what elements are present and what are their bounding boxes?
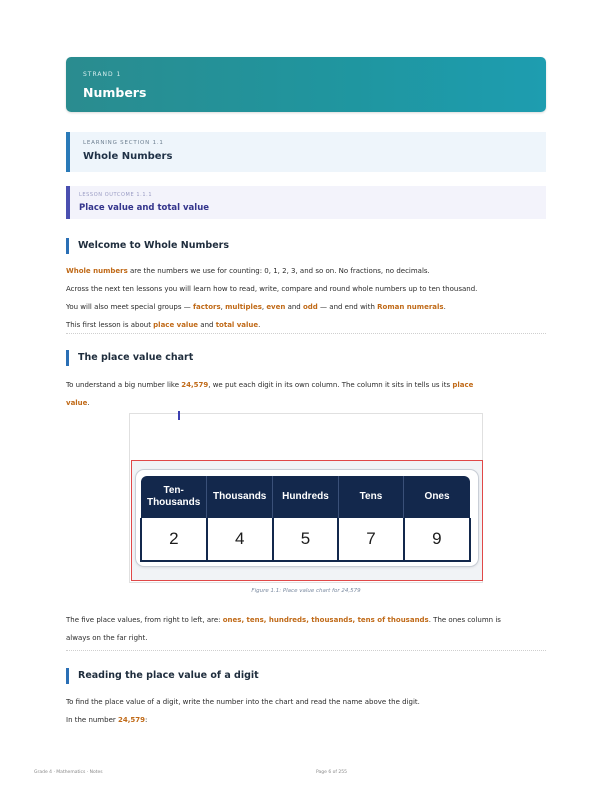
and-word: and (285, 303, 303, 311)
place-value-header-row (141, 476, 470, 518)
sep-2: , (261, 303, 267, 311)
chart-intro-b: , we put each digit in its own column. The column it sits in tells us its (208, 381, 453, 389)
header-thousands: Thousands (207, 476, 273, 518)
learning-section-box (66, 132, 546, 172)
term-value: value (66, 399, 88, 407)
place-value-table (140, 476, 471, 562)
lesson-outcome-kicker: LESSON OUTCOME 1.1.1 (79, 192, 153, 198)
header-ten-thousands: Ten- Thousands (141, 476, 207, 518)
reading-paragraph (66, 693, 546, 729)
welcome-heading: Welcome to Whole Numbers (66, 238, 229, 254)
digit-tens: 7 (338, 518, 403, 561)
term-place-value: place value (153, 321, 199, 329)
chart-intro-a: To understand a big number like (66, 381, 182, 389)
and-word-2: and (198, 321, 216, 329)
sep-1: , (220, 303, 226, 311)
term-roman-numerals: Roman numerals (377, 303, 444, 311)
reading-line-2-end: : (145, 716, 148, 724)
welcome-paragraph (66, 262, 546, 334)
reading-heading: Reading the place value of a digit (66, 668, 259, 684)
term-even: even (266, 303, 286, 311)
chart-intro-end: . (87, 399, 90, 407)
number-24579: 24,579 (181, 381, 209, 389)
place-values-a: The five place values, from right to left, are: (66, 616, 223, 624)
digit-hundreds: 5 (273, 518, 339, 561)
reading-line-2-a: In the number (66, 716, 118, 724)
strand-banner (66, 57, 546, 112)
welcome-line-3-end: . (443, 303, 446, 311)
place-values-b: . The ones column is (428, 616, 501, 624)
digit-ten-thousands: 2 (141, 518, 207, 561)
welcome-line-3 (66, 298, 546, 316)
welcome-line-2: Across the next ten lessons you will learn how to read, write, compare and round whole numbers up to ten thousand. (66, 285, 478, 293)
welcome-line-3-b: — and end with (317, 303, 378, 311)
cursor-mark (178, 411, 180, 420)
footer-left: Grade 4 · Mathematics · Notes (34, 770, 103, 775)
strand-title: Numbers (83, 85, 147, 100)
welcome-line-1 (66, 262, 546, 280)
welcome-line-4 (66, 316, 546, 334)
welcome-line-4-end: . (258, 321, 261, 329)
chart-intro-line-2 (66, 394, 546, 412)
welcome-line-1-text: are the numbers we use for counting: 0, 1, 2, 3, and so on. No fractions, no decimals. (127, 267, 430, 275)
term-odd: odd (302, 303, 318, 311)
number-24579-b: 24,579 (117, 716, 145, 724)
chart-heading: The place value chart (66, 350, 193, 366)
place-values-list: ones, tens, hundreds, thousands, tens of thousands (222, 616, 429, 624)
footer-page-number: Page 6 of 255 (316, 770, 347, 775)
digit-thousands: 4 (207, 518, 273, 561)
figure-caption: Figure 1.1: Place value chart for 24,579 (251, 588, 361, 594)
welcome-line-4-a: This first lesson is about (66, 321, 154, 329)
lesson-outcome-box (66, 186, 546, 219)
divider (66, 333, 546, 334)
digit-ones: 9 (404, 518, 470, 561)
learning-section-kicker: LEARNING SECTION 1.1 (83, 140, 164, 146)
lesson-outcome-title: Place value and total value (79, 203, 210, 213)
place-values-line-2: always on the far right. (66, 634, 148, 642)
term-factors: factors (192, 303, 221, 311)
header-tens: Tens (338, 476, 403, 518)
term-total-value: total value (215, 321, 259, 329)
chart-intro-paragraph (66, 376, 546, 412)
place-values-line-1 (66, 611, 546, 629)
strand-kicker: STRAND 1 (83, 71, 122, 78)
welcome-line-3-a: You will also meet special groups — (66, 303, 193, 311)
header-ones: Ones (404, 476, 470, 518)
term-multiples: multiples (225, 303, 262, 311)
header-hundreds: Hundreds (273, 476, 339, 518)
divider (66, 650, 546, 651)
reading-line-2 (66, 711, 546, 729)
term-place: place (452, 381, 474, 389)
place-values-paragraph (66, 611, 546, 647)
chart-intro-line-1 (66, 376, 546, 394)
learning-section-title: Whole Numbers (83, 151, 173, 162)
reading-line-1: To find the place value of a digit, write the number into the chart and read the name above the digit. (66, 698, 420, 706)
place-value-digit-row (141, 518, 470, 561)
term-whole-numbers: Whole numbers (66, 267, 128, 275)
